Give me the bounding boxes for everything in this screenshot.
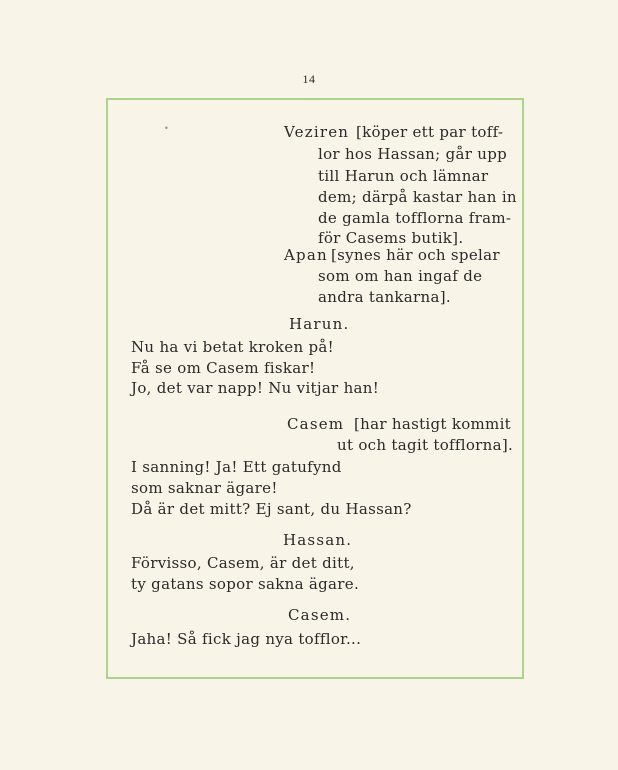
speaker-veziren: Veziren bbox=[284, 123, 350, 141]
stage-direction-line: andra tankarna]. bbox=[318, 288, 451, 306]
stage-direction-line: till Harun och lämnar bbox=[318, 167, 489, 185]
dialogue-line: Jo, det var napp! Nu vitjar han! bbox=[131, 379, 380, 397]
stage-direction-line: [har hastigt kommit bbox=[354, 415, 512, 433]
ink-speck: • bbox=[164, 124, 169, 133]
stage-direction-line: dem; därpå kastar han in bbox=[318, 188, 517, 206]
speaker-heading-casem: Casem. bbox=[288, 606, 352, 624]
speaker-heading-hassan: Hassan. bbox=[283, 531, 353, 549]
dialogue-line: ty gatans sopor sakna ägare. bbox=[131, 575, 360, 593]
dialogue-line: Då är det mitt? Ej sant, du Hassan? bbox=[131, 500, 412, 518]
page-number: 14 bbox=[302, 72, 316, 86]
stage-direction-line: [synes här och spelar bbox=[331, 246, 500, 264]
dialogue-line: som saknar ägare! bbox=[131, 479, 278, 497]
stage-direction-line: [köper ett par toff- bbox=[356, 123, 504, 141]
dialogue-line: Jaha! Så fick jag nya tofflor... bbox=[131, 630, 362, 648]
dialogue-line: I sanning! Ja! Ett gatufynd bbox=[131, 458, 342, 476]
stage-direction-line: ut och tagit tofflorna]. bbox=[337, 436, 514, 454]
stage-direction-line: som om han ingaf de bbox=[318, 267, 483, 285]
speaker-apan: Apan bbox=[284, 246, 328, 264]
dialogue-line: Nu ha vi betat kroken på! bbox=[131, 338, 334, 356]
dialogue-line: Förvisso, Casem, är det ditt, bbox=[131, 554, 355, 572]
speaker-casem: Casem bbox=[287, 415, 345, 433]
dialogue-line: Få se om Casem fiskar! bbox=[131, 359, 316, 377]
stage-direction-line: för Casems butik]. bbox=[318, 229, 464, 247]
stage-direction-line: lor hos Hassan; går upp bbox=[318, 145, 508, 163]
speaker-heading-harun: Harun. bbox=[289, 315, 350, 333]
stage-direction-line: de gamla tofflorna fram- bbox=[318, 209, 512, 227]
